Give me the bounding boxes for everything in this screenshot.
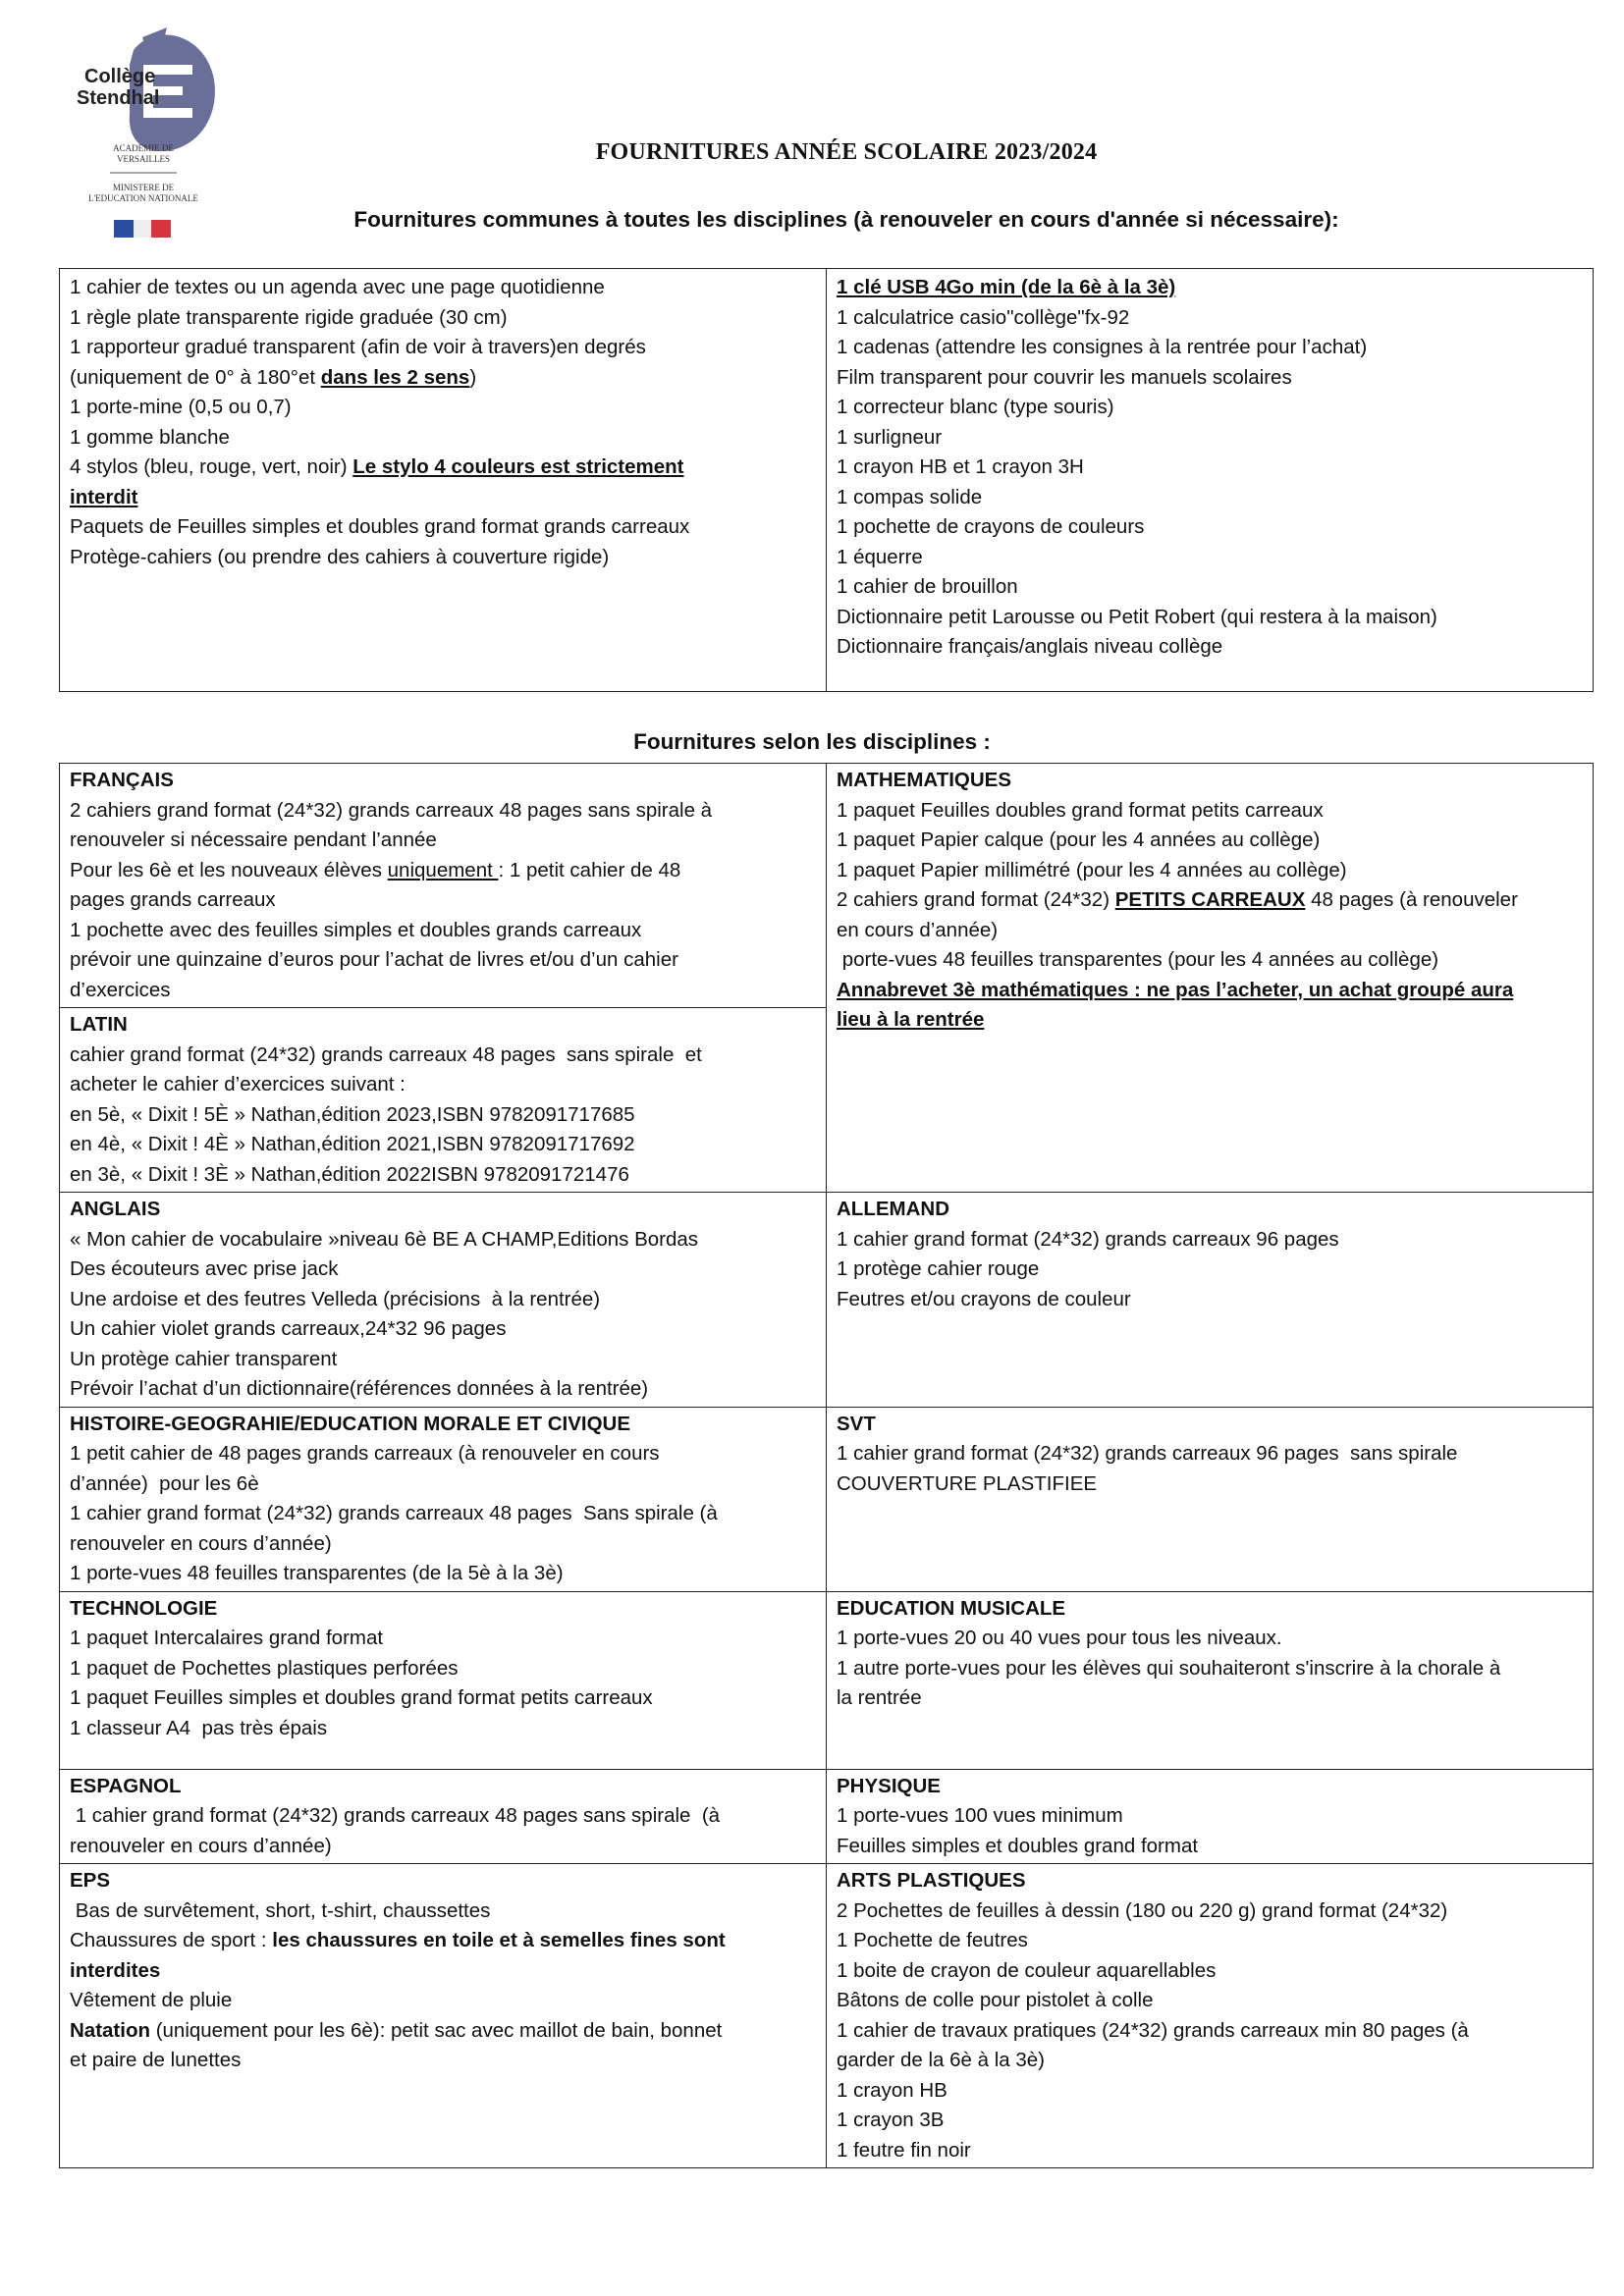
supply-line: 1 paquet Papier millimétré (pour les 4 années au collège) bbox=[837, 858, 1347, 881]
supply-line: 1 classeur A4 pas très épais bbox=[70, 1716, 328, 1739]
supply-line: Vêtement de pluie bbox=[70, 1989, 233, 2011]
supply-line: interdit bbox=[70, 485, 138, 508]
supply-line: renouveler en cours d’année) bbox=[70, 1531, 332, 1555]
supply-line: cahier grand format (24*32) grands carreaux 48 pages sans spirale et bbox=[70, 1042, 702, 1066]
supply-line: 1 rapporteur gradué transparent (afin de voir à travers)en degrés bbox=[70, 336, 646, 358]
supply-line: d’année) pour les 6è bbox=[70, 1471, 259, 1495]
supply-line: 1 compas solide bbox=[837, 485, 983, 508]
supply-line: Prévoir l’achat d’un dictionnaire(références données à la rentrée) bbox=[70, 1377, 649, 1400]
supply-line: lieu à la rentrée bbox=[837, 1008, 985, 1031]
discipline-supplies-table bbox=[59, 763, 1594, 2168]
supply-line: Bâtons de colle pour pistolet à colle bbox=[837, 1989, 1154, 2011]
supply-line: acheter le cahier d’exercices suivant : bbox=[70, 1073, 406, 1095]
logo-academie-line2: VERSAILLES bbox=[117, 154, 170, 164]
supply-line: Un cahier violet grands carreaux,24*32 96 pages bbox=[70, 1317, 507, 1340]
supply-line: 1 cahier grand format (24*32) grands carreaux 96 pages sans spirale bbox=[837, 1442, 1458, 1465]
supply-line: la rentrée bbox=[837, 1686, 922, 1709]
supply-line: 1 crayon HB bbox=[837, 2078, 947, 2102]
supply-line: 1 pochette de crayons de couleurs bbox=[837, 515, 1145, 538]
supply-line: 1 crayon HB et 1 crayon 3H bbox=[837, 455, 1084, 478]
discipline-heading: ANGLAIS bbox=[70, 1198, 161, 1220]
supply-line: en 5è, « Dixit ! 5È » Nathan,édition 2023,ISBN 9782091717685 bbox=[70, 1102, 635, 1126]
supply-line: 1 paquet Feuilles simples et doubles grand format petits carreaux bbox=[70, 1686, 653, 1709]
cell-latin bbox=[60, 1008, 827, 1193]
supply-line: Un protège cahier transparent bbox=[70, 1347, 338, 1370]
supply-line: COUVERTURE PLASTIFIEE bbox=[837, 1471, 1098, 1495]
cell-allemand bbox=[827, 1193, 1594, 1408]
discipline-supplies-title: Fournitures selon les disciplines : bbox=[633, 729, 991, 754]
supply-line: Dictionnaire petit Larousse ou Petit Robert (qui restera à la maison) bbox=[837, 605, 1437, 628]
supply-line: 1 gomme blanche bbox=[70, 425, 230, 449]
supply-line: Feutres et/ou crayons de couleur bbox=[837, 1287, 1131, 1310]
supply-line: Des écouteurs avec prise jack bbox=[70, 1257, 339, 1280]
supply-line: Pour les 6è et les nouveaux élèves uniquement : 1 petit cahier de 48 bbox=[70, 858, 681, 881]
common-supplies-table bbox=[59, 268, 1594, 692]
supply-line: en 3è, « Dixit ! 3È » Nathan,édition 2022ISBN 9782091721476 bbox=[70, 1162, 629, 1186]
supply-line: Feuilles simples et doubles grand format bbox=[837, 1834, 1199, 1857]
cell-svt bbox=[827, 1407, 1594, 1591]
supply-line: Protège-cahiers (ou prendre des cahiers à couverture rigide) bbox=[70, 545, 610, 568]
cell-histoire-geo bbox=[60, 1407, 827, 1591]
discipline-heading: MATHEMATIQUES bbox=[837, 769, 1012, 791]
discipline-heading: ARTS PLASTIQUES bbox=[837, 1869, 1026, 1892]
supply-line: 1 surligneur bbox=[837, 425, 943, 449]
discipline-heading: FRANÇAIS bbox=[70, 769, 174, 791]
supply-line: 1 paquet Papier calque (pour les 4 années au collège) bbox=[837, 828, 1321, 851]
cell-arts-plastiques bbox=[827, 1864, 1594, 2168]
discipline-heading: EDUCATION MUSICALE bbox=[837, 1596, 1066, 1620]
cell-francais bbox=[60, 764, 827, 1008]
cell-anglais bbox=[60, 1193, 827, 1408]
supply-line: Chaussures de sport : les chaussures en toile et à semelles fines sont bbox=[70, 1929, 726, 1951]
supply-line: 1 protège cahier rouge bbox=[837, 1257, 1040, 1280]
supply-line: 1 porte-vues 100 vues minimum bbox=[837, 1804, 1123, 1827]
discipline-heading: EPS bbox=[70, 1869, 111, 1892]
supply-line: 2 Pochettes de feuilles à dessin (180 ou 220 g) grand format (24*32) bbox=[837, 1898, 1448, 1922]
cell-eps bbox=[60, 1864, 827, 2168]
discipline-heading: SVT bbox=[837, 1412, 876, 1435]
supply-line: Bas de survêtement, short, t-shirt, chaussettes bbox=[70, 1898, 491, 1922]
supply-line: 1 pochette avec des feuilles simples et doubles grands carreaux bbox=[70, 918, 642, 941]
cell-education-musicale bbox=[827, 1591, 1594, 1769]
cell-maths bbox=[827, 764, 1594, 1193]
supply-line: 2 cahiers grand format (24*32) grands carreaux 48 pages sans spirale à bbox=[70, 798, 713, 822]
supply-line: 1 paquet Intercalaires grand format bbox=[70, 1627, 384, 1649]
discipline-heading: TECHNOLOGIE bbox=[70, 1596, 218, 1620]
supply-line: 1 cahier grand format (24*32) grands carreaux 48 pages sans spirale (à bbox=[70, 1804, 721, 1827]
supply-line: 1 correcteur blanc (type souris) bbox=[837, 396, 1114, 418]
supply-line: « Mon cahier de vocabulaire »niveau 6è BE A CHAMP,Editions Bordas bbox=[70, 1227, 699, 1251]
supply-line: 1 cahier de textes ou un agenda avec une page quotidienne bbox=[70, 276, 605, 298]
supply-line: 2 cahiers grand format (24*32) PETITS CARREAUX 48 pages (à renouveler bbox=[837, 888, 1518, 911]
discipline-heading: HISTOIRE-GEOGRAHIE/EDUCATION MORALE ET CIVIQUE bbox=[70, 1412, 630, 1435]
logo-college-line1: Collège bbox=[84, 66, 156, 87]
supply-line: Une ardoise et des feutres Velleda (précisions à la rentrée) bbox=[70, 1287, 601, 1310]
cell-espagnol bbox=[60, 1769, 827, 1864]
supply-line: 1 règle plate transparente rigide graduée (30 cm) bbox=[70, 305, 508, 329]
supply-line: 1 calculatrice casio"collège"fx-92 bbox=[837, 305, 1130, 329]
supply-line: 1 boite de crayon de couleur aquarellables bbox=[837, 1958, 1217, 1982]
supply-line: Annabrevet 3è mathématiques : ne pas l’acheter, un achat groupé aura bbox=[837, 978, 1514, 1001]
supply-line: 1 crayon 3B bbox=[837, 2109, 945, 2131]
supply-line: 1 feutre fin noir bbox=[837, 2138, 971, 2162]
supply-line: garder de la 6è à la 3è) bbox=[837, 2049, 1045, 2071]
logo-ministere-line1: MINISTERE DE bbox=[112, 183, 175, 192]
supply-line: 1 cahier de travaux pratiques (24*32) grands carreaux min 80 pages (à bbox=[837, 2018, 1469, 2042]
supply-line: 1 cahier grand format (24*32) grands carreaux 48 pages Sans spirale (à bbox=[70, 1502, 718, 1524]
supply-line: 1 cahier grand format (24*32) grands carreaux 96 pages bbox=[837, 1227, 1339, 1251]
supply-line: et paire de lunettes bbox=[70, 2049, 242, 2071]
supply-line: Paquets de Feuilles simples et doubles grand format grands carreaux bbox=[70, 515, 690, 538]
supply-line: (uniquement de 0° à 180°et dans les 2 sens) bbox=[70, 365, 477, 389]
supply-line: 1 clé USB 4Go min (de la 6è à la 3è) bbox=[837, 276, 1176, 298]
supply-line: 4 stylos (bleu, rouge, vert, noir) Le stylo 4 couleurs est strictement bbox=[70, 455, 684, 478]
supply-line: Dictionnaire français/anglais niveau collège bbox=[837, 635, 1223, 658]
supply-line: 1 porte-mine (0,5 ou 0,7) bbox=[70, 396, 292, 418]
supply-line: 1 petit cahier de 48 pages grands carreaux (à renouveler en cours bbox=[70, 1442, 660, 1465]
supply-line: 1 paquet Feuilles doubles grand format petits carreaux bbox=[837, 798, 1324, 822]
cell-physique bbox=[827, 1769, 1594, 1864]
supply-line: Film transparent pour couvrir les manuels scolaires bbox=[837, 365, 1292, 389]
discipline-heading: PHYSIQUE bbox=[837, 1774, 941, 1797]
logo-ministere-line2: L'EDUCATION NATIONALE bbox=[88, 193, 198, 203]
supply-line: 1 cahier de brouillon bbox=[837, 575, 1018, 598]
supply-line: porte-vues 48 feuilles transparentes (pour les 4 années au collège) bbox=[837, 948, 1439, 971]
common-supplies-title: Fournitures communes à toutes les disciplines (à renouveler en cours d'année si nécessaire): bbox=[353, 207, 1339, 232]
common-supplies-right bbox=[827, 269, 1594, 692]
page-title: FOURNITURES ANNÉE SCOLAIRE 2023/2024 bbox=[595, 139, 1098, 165]
supply-line: 1 cadenas (attendre les consignes à la rentrée pour l’achat) bbox=[837, 336, 1368, 358]
supply-line: renouveler en cours d’année) bbox=[70, 1834, 332, 1857]
supply-line: 1 autre porte-vues pour les élèves qui souhaiteront s'inscrire à la chorale à bbox=[837, 1656, 1501, 1680]
supply-line: en 4è, « Dixit ! 4È » Nathan,édition 2021,ISBN 9782091717692 bbox=[70, 1133, 635, 1155]
supply-line: pages grands carreaux bbox=[70, 888, 276, 911]
supply-line: prévoir une quinzaine d’euros pour l’achat de livres et/ou d’un cahier bbox=[70, 948, 678, 971]
common-supplies-left bbox=[60, 269, 827, 692]
discipline-heading: ESPAGNOL bbox=[70, 1774, 182, 1797]
supply-line: d’exercices bbox=[70, 978, 171, 1001]
supply-line: 1 Pochette de feutres bbox=[837, 1929, 1028, 1951]
supply-line: 1 paquet de Pochettes plastiques perforées bbox=[70, 1656, 459, 1680]
supply-line: en cours d’année) bbox=[837, 918, 999, 941]
supply-line: 1 porte-vues 48 feuilles transparentes (de la 5è à la 3è) bbox=[70, 1562, 564, 1584]
cell-technologie bbox=[60, 1591, 827, 1769]
supply-line: Natation (uniquement pour les 6è): petit sac avec maillot de bain, bonnet bbox=[70, 2018, 723, 2042]
supply-line: renouveler si nécessaire pendant l’année bbox=[70, 828, 437, 851]
supply-line: 1 équerre bbox=[837, 545, 923, 568]
logo-academie-line1: ACADEMIE DE bbox=[113, 143, 174, 153]
logo-college-line2: Stendhal bbox=[77, 87, 160, 109]
supply-line: interdites bbox=[70, 1958, 161, 1982]
discipline-heading: LATIN bbox=[70, 1013, 128, 1036]
discipline-heading: ALLEMAND bbox=[837, 1198, 950, 1220]
supply-line: 1 porte-vues 20 ou 40 vues pour tous les niveaux. bbox=[837, 1627, 1282, 1649]
